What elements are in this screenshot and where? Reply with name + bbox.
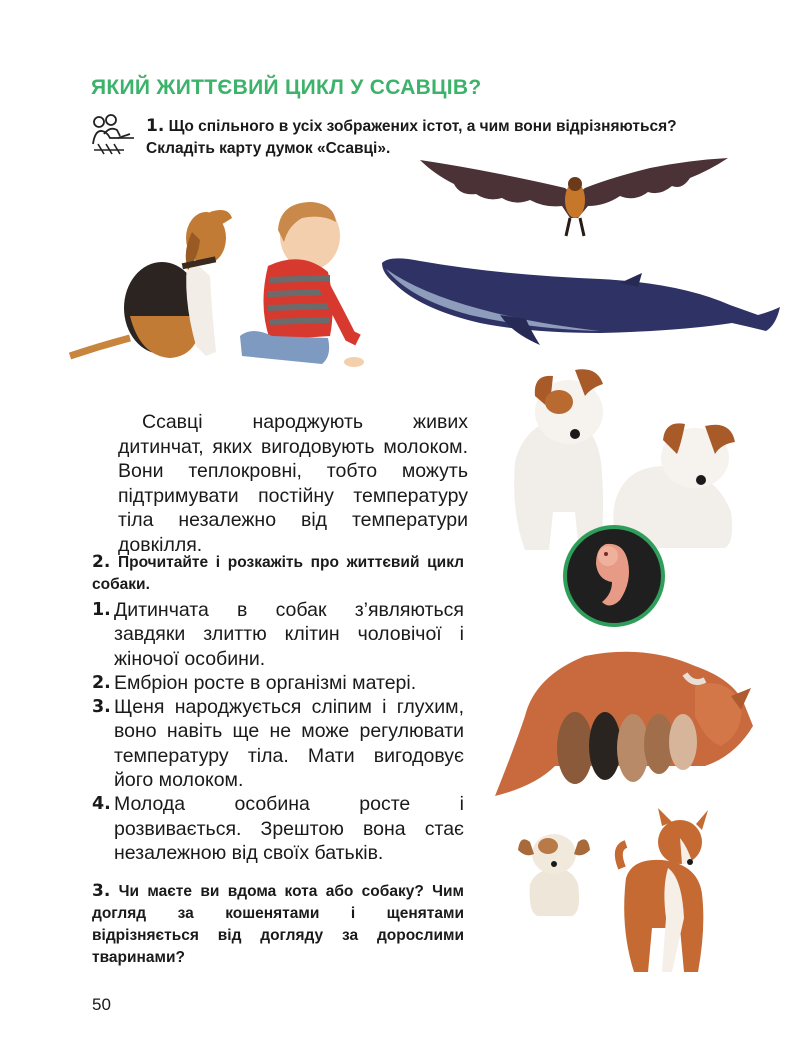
task-2-number: 2.: [92, 552, 111, 572]
task-1-text: Що спільного в усіх зображених істот, а чим вони відрізняються? Складіть карту думок «Ссавці».: [146, 118, 677, 157]
list-item: [92, 671, 464, 695]
task-3: [92, 880, 464, 969]
step-text: Молода особина росте і розвивається. Зрештою вона стає незалежною від своїх батьків.: [114, 793, 464, 864]
task-3-number: 3.: [92, 881, 111, 901]
step-number: 2.: [92, 672, 111, 693]
list-item: [92, 598, 464, 671]
embryo-image: [562, 524, 666, 628]
step-number: 1.: [92, 600, 111, 620]
page-number: 50: [92, 995, 111, 1014]
step-number: 3.: [92, 697, 111, 718]
whale-image: [380, 253, 782, 351]
beagle-dog-image: [70, 196, 240, 364]
task-3-text: Чи маєте ви вдома кота або собаку? Чим догляд за кошенятами і щенятами відрізняється від догляду за дорослими тваринами?: [92, 883, 465, 966]
task-1-number: 1.: [146, 116, 165, 136]
nursing-dog-with-puppies-image: [495, 636, 760, 806]
list-item: [92, 695, 464, 792]
list-item: [92, 792, 464, 865]
task-2: [92, 551, 464, 596]
bat-image: [420, 156, 730, 242]
small-puppy-image: [516, 824, 592, 918]
step-text: Ембріон росте в організмі матері.: [114, 671, 417, 694]
life-cycle-steps: [92, 598, 464, 865]
mammals-paragraph-text: Ссавці народжують живих дитинчат, яких вигодовують молоком. Вони теплокровні, тобто можуть підтримувати постійну температуру тіла незалежно від температури довкілля.: [118, 411, 468, 556]
child-image: [232, 196, 362, 372]
step-text: Щеня народжується сліпим і глухим, воно навіть ще не може регулювати температуру тіла. Мати вигодовує його молоком.: [114, 696, 464, 792]
task-1: [146, 115, 736, 160]
task-2-text: Прочитайте і розкажіть про життєвий цикл собаки.: [92, 554, 464, 593]
page-title: ЯКИЙ ЖИТТЄВИЙ ЦИКЛ У ССАВЦІВ?: [91, 76, 482, 99]
mammals-paragraph: [118, 410, 468, 557]
basenji-puppy-image: [612, 808, 722, 976]
step-text: Дитинчата в собак з’являються завдяки злиттю клітин чоловічої і жіночої особини.: [114, 599, 464, 670]
step-number: 4.: [92, 794, 111, 815]
puppies-group: [557, 712, 697, 784]
group-work-icon: [90, 114, 136, 156]
